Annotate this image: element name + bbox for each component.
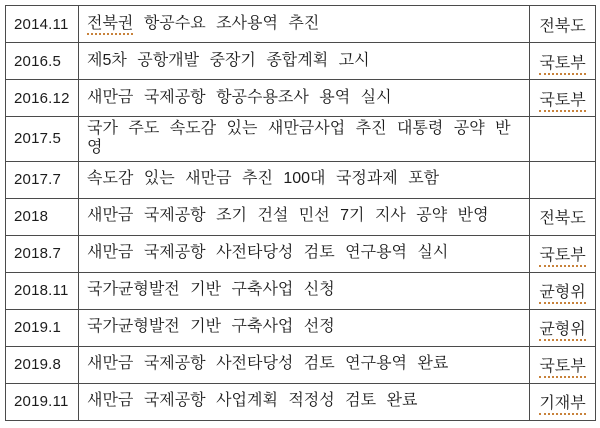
date-cell: 2019.1 xyxy=(6,309,79,346)
agency-cell xyxy=(530,117,596,162)
date-cell: 2014.11 xyxy=(6,6,79,43)
date-cell: 2016.5 xyxy=(6,43,79,80)
misspelled-word: 전북권 xyxy=(87,15,133,35)
agency-cell xyxy=(530,80,596,117)
event-description-cell xyxy=(79,117,530,162)
timeline-table-wrap xyxy=(5,5,596,421)
text-segment: 국가 주도 속도감 있는 새만금사업 추진 대통령 공약 반영 xyxy=(87,120,511,156)
event-description-cell xyxy=(79,346,530,383)
agency-cell xyxy=(530,43,596,80)
event-description-cell xyxy=(79,383,530,420)
table-row xyxy=(6,309,596,346)
agency-label: 균형위 xyxy=(539,321,585,341)
event-description-cell xyxy=(79,235,530,272)
agency-cell xyxy=(530,309,596,346)
text-segment: 새만금 국제공항 사전타당성 검토 연구용역 실시 xyxy=(87,244,449,262)
date-cell: 2018.11 xyxy=(6,272,79,309)
agency-label: 기재부 xyxy=(539,395,585,415)
text-segment: 새만금 국제공항 사업계획 적정성 검토 완료 xyxy=(87,392,418,410)
agency-label: 국토부 xyxy=(539,92,585,112)
date-cell: 2018 xyxy=(6,198,79,235)
table-row xyxy=(6,43,596,80)
table-row xyxy=(6,117,596,162)
table-row xyxy=(6,198,596,235)
agency-cell xyxy=(530,272,596,309)
text-segment: 국가균형발전 기반 구축사업 선정 xyxy=(87,318,335,336)
text-segment: 새만금 국제공항 조기 건설 민선 7기 지사 공약 반영 xyxy=(87,207,489,225)
table-row xyxy=(6,235,596,272)
agency-label: 전북도 xyxy=(539,210,586,228)
agency-cell xyxy=(530,6,596,43)
table-row xyxy=(6,272,596,309)
text-segment: 새만금 국제공항 사전타당성 검토 연구용역 완료 xyxy=(87,355,449,373)
table-row xyxy=(6,80,596,117)
text-segment: 항공수요 조사용역 추진 xyxy=(133,14,320,32)
event-description-cell xyxy=(79,272,530,309)
table-row xyxy=(6,346,596,383)
text-segment: 제5차 공항개발 중장기 종합계획 고시 xyxy=(87,51,370,69)
agency-cell xyxy=(530,346,596,383)
agency-cell xyxy=(530,198,596,235)
agency-label: 전북도 xyxy=(539,17,586,35)
agency-cell xyxy=(530,235,596,272)
date-cell: 2016.12 xyxy=(6,80,79,117)
date-cell: 2018.7 xyxy=(6,235,79,272)
date-cell: 2017.5 xyxy=(6,117,79,162)
date-cell: 2019.11 xyxy=(6,383,79,420)
agency-label: 국토부 xyxy=(539,55,585,75)
table-row xyxy=(6,6,596,43)
agency-label: 국토부 xyxy=(539,358,585,378)
table-row xyxy=(6,161,596,198)
event-description-cell xyxy=(79,43,530,80)
date-cell: 2017.7 xyxy=(6,161,79,198)
text-segment: 속도감 있는 새만금 추진 100대 국정과제 포함 xyxy=(87,170,440,188)
agency-label: 국토부 xyxy=(539,247,585,267)
agency-label: 균형위 xyxy=(539,284,585,304)
text-segment: 국가균형발전 기반 구축사업 신청 xyxy=(87,281,335,299)
timeline-table-body xyxy=(6,6,596,421)
table-row xyxy=(6,383,596,420)
event-description-cell xyxy=(79,6,530,43)
event-description-cell xyxy=(79,309,530,346)
timeline-table xyxy=(5,5,596,421)
event-description-cell xyxy=(79,161,530,198)
event-description-cell xyxy=(79,198,530,235)
agency-cell xyxy=(530,161,596,198)
event-description-cell xyxy=(79,80,530,117)
text-segment: 새만금 국제공항 항공수용조사 용역 실시 xyxy=(87,88,392,106)
agency-cell xyxy=(530,383,596,420)
date-cell: 2019.8 xyxy=(6,346,79,383)
